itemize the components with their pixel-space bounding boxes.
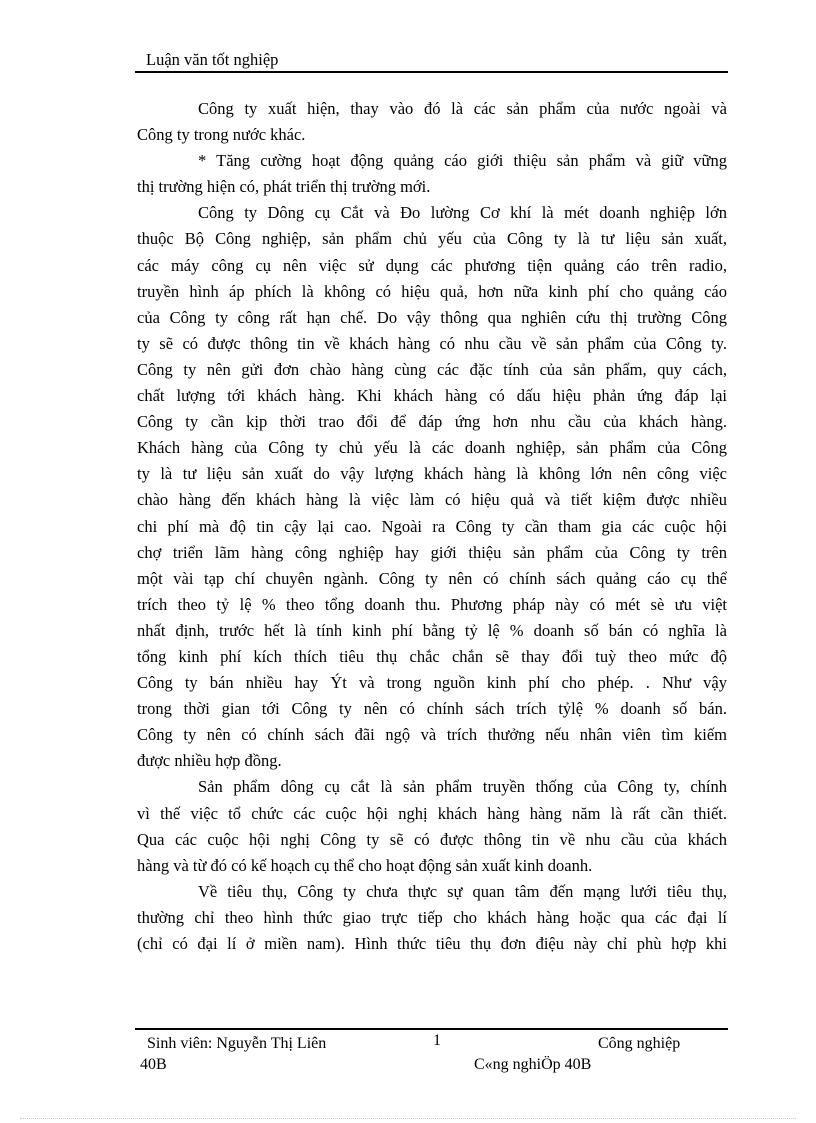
paragraph [137,96,727,148]
text-line: ty là tư liệu sản xuất do vậy lượng khách hàng là không lớn nên công việc [137,464,727,484]
text-line: Về tiêu thụ, Công ty chưa thực sự quan tâm đến mạng lưới tiêu thụ, [198,881,727,901]
text-line: Khách hàng của Công ty chủ yếu là các doanh nghiệp, sản phẩm của Công [137,438,727,458]
text-line: nhất định, trước hết là tính kinh phí bằng tỷ lệ % doanh số bán có nghĩa là [137,620,727,640]
text-line: Công ty cần kịp thời trao đổi để đáp ứng hơn nhu cầu của khách hàng. [137,412,727,432]
text-line: Công ty nên có chính sách đãi ngộ và trích thưởng nếu nhân viên tìm kiếm [137,725,727,745]
text-line: thị trường hiện có, phát triển thị trường mới. [137,177,431,197]
text-line: thường chỉ theo hình thức giao trực tiếp cho khách hàng hoặc qua các đại lí [137,907,727,927]
header-rule [135,71,728,73]
text-line: chào hàng đến khách hàng là việc làm có hiệu quả và tiết kiệm được nhiều [137,490,727,510]
page-header-title: Luận văn tốt nghiệp [146,50,279,69]
footer-student-name: Sinh viên: Nguyễn Thị Liên [147,1035,327,1052]
text-line: ty sẽ có được thông tin về khách hàng có nhu cầu về sản phẩm của Công ty. [137,333,727,353]
text-line: thuộc Bộ Công nghiệp, sản phẩm chủ yếu của Công ty là tư liệu sản xuất, [137,229,727,249]
text-line: chợ triển lãm hàng công nghiệp hay giới thiệu sản phẩm của Công ty trên [137,542,727,562]
text-line: Công ty trong nước khác. [137,125,306,145]
paragraph [137,200,727,774]
text-line: Sản phẩm dông cụ cắt là sản phẩm truyền thống của Công ty, chính [198,777,727,797]
paragraph [137,148,727,200]
paragraph [137,879,727,957]
text-line: trích theo tỷ lệ % theo tổng doanh thu. Phương pháp này có mét sè ưu việt [137,594,727,614]
text-line: chi phí mà độ tin cậy lại cao. Ngoài ra Công ty cần tham gia các cuộc hội [137,516,727,536]
paragraph [137,774,727,878]
text-line: Công ty bán nhiều hay Ýt và trong nguồn kinh phí cho phép. . Như vậy [137,673,727,693]
text-line: (chỉ có đại lí ở miền nam). Hình thức tiêu thụ đơn điệu này chỉ phù hợp khi [137,934,727,953]
text-line: trong thời gian tới Công ty nên có chính sách trích tỷlệ % doanh số bán. [137,699,727,719]
page-bottom-dotted-line [20,1118,796,1119]
text-line: vì thế việc tổ chức các cuộc hội nghị khách hàng hàng năm là rất cần thiết. [137,803,727,823]
text-line: Công ty Dông cụ Cắt và Đo lường Cơ khí là mét doanh nghiệp lớn [198,203,727,223]
footer-department-encoded: C«ng nghiÖp 40B [474,1056,592,1073]
text-line: tổng kinh phí kích thích tiêu thụ chắc chắn sẽ thay đổi tuỳ theo mức độ [137,646,727,666]
text-line: Qua các cuộc hội nghị Công ty sẽ có được thông tin về nhu cầu của khách [137,829,727,849]
text-line: truyền hình áp phích là không có hiệu quả, hơn nữa kinh phí cho quảng cáo [137,281,727,301]
footer-class: 40B [140,1056,167,1073]
document-body [137,96,727,957]
footer-department: Công nghiệp [598,1035,681,1052]
page-number: 1 [433,1032,441,1049]
text-line: của Công ty công rất hạn chế. Do vậy thông qua nghiên cứu thị trường Công [137,307,727,327]
text-line: * Tăng cường hoạt động quảng cáo giới thiệu sản phẩm và giữ vững [198,151,727,171]
text-line: chất lượng tới khách hàng. Khi khách hàng có dấu hiệu phản ứng đáp lại [137,386,727,406]
text-line: hàng và từ đó có kế hoạch cụ thể cho hoạt động sản xuất kinh doanh. [137,855,593,875]
footer-rule [135,1028,728,1030]
text-line: Công ty xuất hiện, thay vào đó là các sản phẩm của nước ngoài và [198,99,727,118]
text-line: được nhiều hợp đồng. [137,751,282,771]
text-line: một vài tạp chí chuyên ngành. Công ty nên có chính sách quảng cáo cụ thể [137,568,727,588]
text-line: các máy công cụ nên việc sử dụng các phương tiện quảng cáo trên radio, [137,255,727,275]
text-line: Công ty nên gửi đơn chào hàng cùng các đặc tính của sản phẩm, quy cách, [137,359,727,379]
